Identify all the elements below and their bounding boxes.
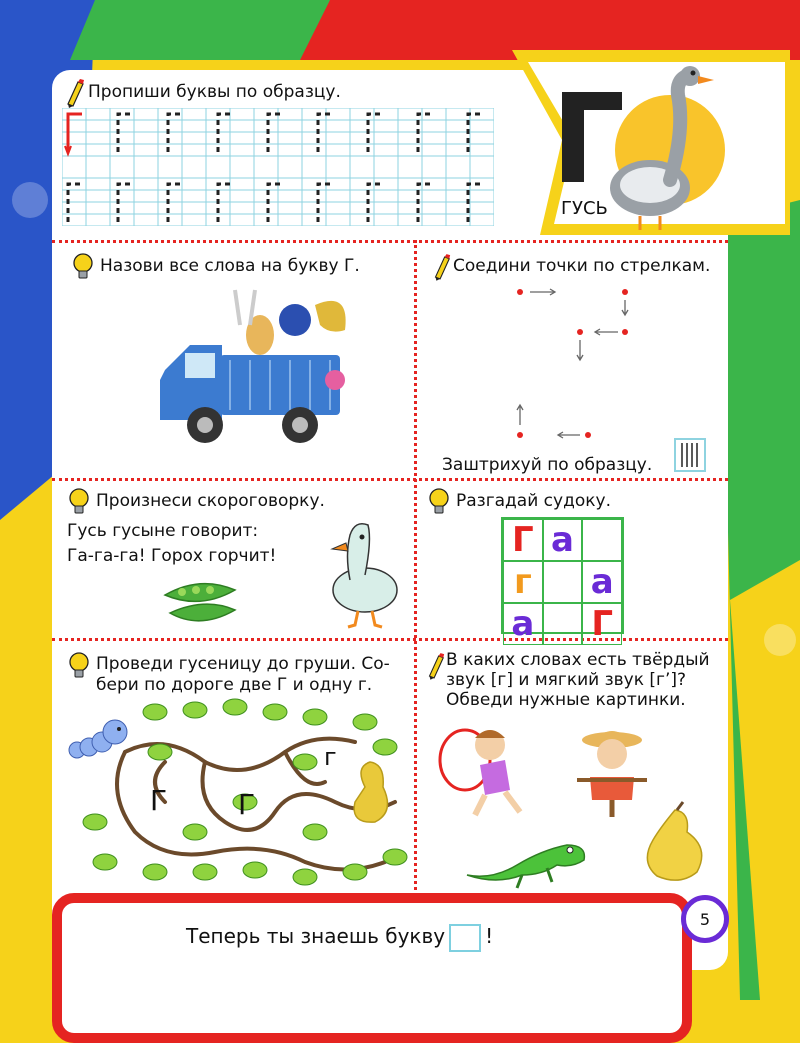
task-sounds-line-1: В каких словах есть твёрдый: [446, 650, 710, 670]
footer-exclamation: !: [485, 924, 494, 948]
page-number: 5: [681, 895, 729, 943]
divider: [414, 240, 417, 890]
footer-sentence: [186, 923, 493, 952]
pea-pods-illustration: [160, 575, 240, 630]
sudoku-cell[interactable]: [543, 561, 583, 603]
header-word: ГУСЬ: [561, 198, 608, 219]
sudoku-cell[interactable]: а: [543, 519, 583, 561]
dots-arrows-pattern[interactable]: [500, 280, 650, 445]
goose-illustration: [320, 515, 405, 630]
divider: [52, 240, 728, 243]
letter-copy-grid[interactable]: [62, 108, 494, 226]
pencil-icon: [62, 78, 86, 108]
task-caterpillar-line-1: Проведи гусеницу до груши. Со-: [96, 654, 390, 674]
lightbulb-icon: [68, 488, 90, 516]
letter-header-badge: [500, 40, 800, 240]
lightbulb-icon: [68, 652, 90, 680]
pear-picture[interactable]: [635, 800, 715, 885]
sudoku-cell[interactable]: [582, 519, 622, 561]
answer-box[interactable]: [449, 924, 481, 952]
lizard-picture[interactable]: [462, 820, 592, 890]
pencil-icon: [424, 652, 446, 680]
task-tongue-text: Произнеси скороговорку.: [96, 491, 325, 511]
maze-letter[interactable]: Г: [150, 784, 168, 817]
divider: [52, 638, 728, 641]
lightbulb-icon: [428, 488, 450, 516]
lightbulb-icon: [72, 253, 94, 281]
sudoku-cell[interactable]: Г: [582, 603, 622, 645]
task-copy-text: Пропиши буквы по образцу.: [88, 82, 341, 102]
task-hatch-text: Заштрихуй по образцу.: [442, 455, 653, 475]
task-connect-text: Соедини точки по стрелкам.: [453, 256, 711, 276]
tongue-line-2: Га-га-га! Горох горчит!: [67, 546, 277, 566]
footer-panel: [52, 893, 692, 1043]
gymnast-girl-picture[interactable]: [435, 720, 535, 820]
sudoku-cell[interactable]: г: [503, 561, 543, 603]
task-caterpillar-line-2: бери по дороге две Г и одну г.: [96, 675, 373, 695]
task-sounds-line-3: Обведи нужные картинки.: [446, 690, 686, 710]
sudoku-cell[interactable]: а: [503, 603, 543, 645]
task-sounds-line-2: звук [г] и мягкий звук [г’]?: [446, 670, 687, 690]
sudoku-cell[interactable]: Г: [503, 519, 543, 561]
hatch-sample-box[interactable]: [674, 438, 706, 472]
pencil-icon: [430, 253, 452, 281]
divider: [52, 478, 728, 481]
tongue-line-1: Гусь гусыне говорит:: [67, 521, 259, 541]
task-name-words-text: Назови все слова на букву Г.: [100, 256, 360, 276]
sudoku-cell[interactable]: а: [582, 561, 622, 603]
task-sudoku-text: Разгадай судоку.: [456, 491, 611, 511]
sudoku-cell[interactable]: [543, 603, 583, 645]
maze-letter[interactable]: г: [324, 743, 337, 771]
sudoku-grid[interactable]: [501, 517, 624, 644]
maze-letter[interactable]: Г: [238, 788, 256, 821]
truck-illustration[interactable]: [150, 285, 360, 465]
footer-text: Теперь ты знаешь букву: [186, 924, 446, 948]
